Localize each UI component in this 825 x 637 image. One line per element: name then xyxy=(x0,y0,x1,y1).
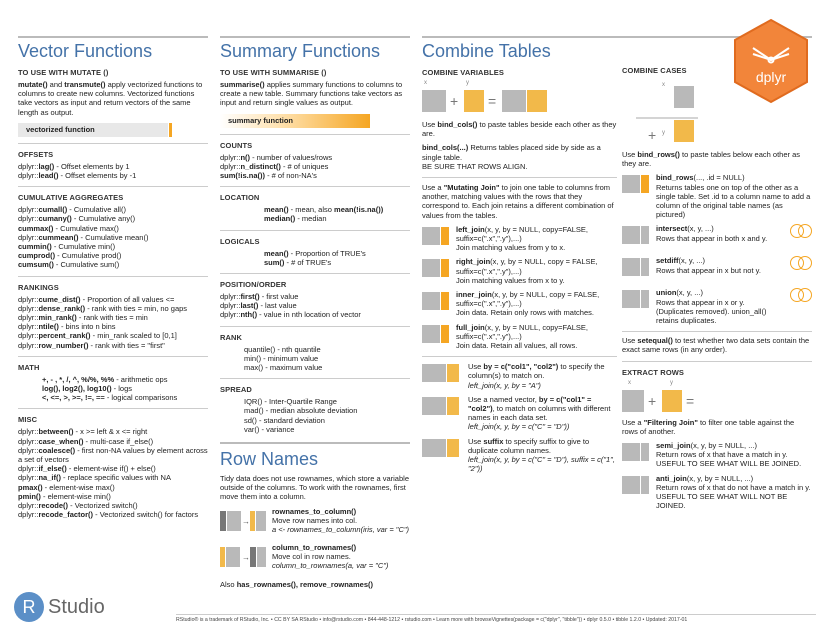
table-join-icon xyxy=(422,290,450,312)
combine-cases-list xyxy=(622,173,812,325)
misc-line: dplyr::recode() - Vectorized switch() xyxy=(18,501,138,511)
misc-line: dplyr::if_else() - element-wise if() + else() xyxy=(18,464,156,474)
summary-title: Summary Functions xyxy=(220,41,381,61)
extract-rows-subhead: EXTRACT ROWS xyxy=(622,367,685,377)
function-line: dplyr::n() - number of values/rows xyxy=(220,152,333,162)
join-item: right_join(x, y, by = NULL, copy = FALSE, suffix=c(".x",".y"),...) Join matching values from x to y. xyxy=(422,257,617,285)
join-item: left_join(x, y, by = NULL, copy=FALSE, suffix=c(".x",".y"),...) Join matching values from y to x. xyxy=(422,225,617,253)
position-subhead: POSITION/ORDER xyxy=(220,280,287,290)
table-join-icon xyxy=(422,362,462,390)
location-subhead: LOCATION xyxy=(220,193,260,203)
function-line: dplyr::cume_dist() - Proportion of all values <= xyxy=(18,294,175,304)
function-line: dplyr::row_number() - rank with ties = "first" xyxy=(18,340,165,350)
table-join-icon xyxy=(622,441,650,469)
function-line: dplyr::cumall() - Cumulative all() xyxy=(18,205,126,215)
footer: RStudio® is a trademark of RStudio, Inc. • CC BY SA RStudio • info@rstudio.com • 844-448-1212 • rstudio.com • Learn more with browseVignettes(package = c("dplyr", "tibble")) • dplyr 0.5.0 • tibble 1.2.0 • Updated: 2017-01 xyxy=(176,614,816,623)
function-line: cumprod() - Cumulative prod() xyxy=(18,251,122,261)
svg-text:=: = xyxy=(686,392,695,409)
venn-icon xyxy=(790,256,812,270)
rownames-to-column-item: → rownames_to_column() Move row names into col. a <- rownames_to_column(iris, var = "C") xyxy=(220,507,410,538)
table-join-icon xyxy=(422,323,450,351)
table-join-icon xyxy=(622,288,650,325)
filter-join-item: anti_join(x, y, by = NULL, ...) Return rows of x that do not have a match in y. USEFUL TO SEE WHAT WILL NOT BE JOINED. xyxy=(622,474,812,511)
function-line: dplyr::last() - last value xyxy=(220,301,297,311)
table-join-icon xyxy=(622,474,650,511)
table-transform-icon xyxy=(220,543,266,574)
rownames-title: Row Names xyxy=(220,449,319,470)
misc-list xyxy=(18,427,208,519)
spread-subhead: SPREAD xyxy=(220,385,252,395)
rank-subhead: RANK xyxy=(220,332,243,342)
named-by-item: Use a named vector, by = c("col1" = "col2"), to match on columns with different names in each data set. left_join(x, y, by = c("C" = "D")) xyxy=(422,395,617,432)
function-line: dplyr::first() - first value xyxy=(220,292,299,302)
combine-cases-column xyxy=(622,60,812,510)
bind-rows-diagram: x y + xyxy=(622,78,812,150)
misc-subhead: MISC xyxy=(18,415,38,425)
summary-intro: summarise() applies summary functions to columns to create a new table. Summary functions take vectors as input and return single values as output. xyxy=(220,80,403,108)
table-join-icon xyxy=(422,437,462,474)
svg-text:→: → xyxy=(242,552,250,562)
function-line: dplyr::cumany() - Cumulative any() xyxy=(18,214,136,224)
venn-icon xyxy=(790,224,812,238)
math-subhead: MATH xyxy=(18,362,40,372)
summary-functions-column xyxy=(220,36,410,589)
misc-line: dplyr::na_if() - replace specific values with NA xyxy=(18,473,171,483)
filter-join-intro: Use a "Filtering Join" to filter one table against the rows of another. xyxy=(622,417,795,436)
table-join-icon xyxy=(622,173,650,219)
misc-line: dplyr::recode_factor() - Vectorized switch() for factors xyxy=(18,510,199,520)
offsets-subhead: OFFSETS xyxy=(18,149,54,159)
function-line: sum(!is.na()) - # of non-NA's xyxy=(220,171,317,181)
mutating-joins-list xyxy=(422,225,617,350)
extract-rows-diagram: x y + = xyxy=(622,380,812,418)
table-join-icon xyxy=(422,323,450,345)
bind-rows-note: Use bind_rows() to paste tables below each other as they are. xyxy=(622,150,800,169)
function-line: dplyr::ntile() - bins into n bins xyxy=(18,322,116,332)
function-line: cumsum() - Cumulative sum() xyxy=(18,260,120,270)
mutating-join-intro: Use a "Mutating Join" to join one table to columns from another, matching values with the rows that they correspond to. Each join retains a different combination of values from the tables. xyxy=(422,183,614,220)
table-join-icon xyxy=(622,256,650,278)
table-join-icon xyxy=(422,225,450,247)
svg-text:+: + xyxy=(648,392,657,409)
function-line: dplyr::dense_rank() - rank with ties = min, no gaps xyxy=(18,303,188,313)
dplyr-hex-logo xyxy=(731,18,811,104)
function-line: dplyr::cummean() - Cumulative mean() xyxy=(18,232,149,242)
also-rownames: Also has_rownames(), remove_rownames() xyxy=(220,579,373,589)
rstudio-logo xyxy=(14,592,105,622)
combine-tables-column xyxy=(422,36,617,474)
suffix-item: Use suffix to specify suffix to give to duplicate column names. left_join(x, y, by = c("C" = "D"), suffix = c("1", "2")) xyxy=(422,437,617,474)
combine-title: Combine Tables xyxy=(422,41,551,61)
misc-line: pmin() - element-wise min() xyxy=(18,491,111,501)
join-item: full_join(x, y, by = NULL, copy=FALSE, suffix=c(".x",".y"),...) Join data. Retain all values, all rows. xyxy=(422,323,617,351)
case-item: union(x, y, ...) Rows that appear in x or y. (Duplicates removed). union_all() retains duplicates. xyxy=(622,288,812,325)
vectorized-function-pill: vectorized function xyxy=(18,123,168,137)
cumulative-subhead: CUMULATIVE AGGREGATES xyxy=(18,193,124,203)
table-join-icon xyxy=(422,395,462,432)
table-transform-icon xyxy=(220,507,266,538)
bind-cols-diagram: x y + = xyxy=(422,80,617,120)
table-join-icon xyxy=(422,225,450,253)
misc-line: dplyr::coalesce() - first non-NA values by element across a set of vectors xyxy=(18,445,208,465)
by-item: Use by = c("col1", "col2") to specify the column(s) to match on. left_join(x, y, by = "A") xyxy=(422,362,617,390)
bind-cols-desc: bind_cols(...) Returns tables placed side by side as a single table. BE SURE THAT ROWS ALIGN. xyxy=(422,143,601,171)
math-list xyxy=(18,375,208,403)
function-line: dplyr::lag() - Offset elements by 1 xyxy=(18,161,130,171)
summary-function-pill: summary function xyxy=(220,114,370,128)
table-join-icon xyxy=(622,173,650,195)
table-join-icon xyxy=(622,256,650,283)
table-join-icon xyxy=(422,257,450,279)
summarise-subhead: TO USE WITH SUMMARISE () xyxy=(220,68,327,77)
table-join-icon xyxy=(622,441,650,463)
join-item: inner_join(x, y, by = NULL, copy = FALSE, suffix=c(".x",".y"),...) Join data. Retain only rows with matches. xyxy=(422,290,617,318)
function-line: dplyr::percent_rank() - min_rank scaled to [0,1] xyxy=(18,331,177,341)
filter-join-item: semi_join(x, y, by = NULL, ...) Return rows of x that have a match in y. USEFUL TO SEE WHAT WILL BE JOINED. xyxy=(622,441,812,469)
logicals-list xyxy=(220,249,410,267)
combine-variables-subhead: COMBINE VARIABLES xyxy=(422,68,504,77)
function-line: mean() - Proportion of TRUE's xyxy=(264,248,366,258)
svg-text:+: + xyxy=(450,93,459,109)
svg-text:dplyr: dplyr xyxy=(755,69,787,85)
case-item: setdiff(x, y, ...) Rows that appear in x but not y. xyxy=(622,256,812,283)
function-line: sum() - # of TRUE's xyxy=(264,257,332,267)
rankings-subhead: RANKINGS xyxy=(18,282,59,292)
misc-line: pmax() - element-wise max() xyxy=(18,482,115,492)
rstudio-r-icon: R xyxy=(14,592,44,622)
misc-line: dplyr::case_when() - multi-case if_else() xyxy=(18,436,154,446)
vector-intro: mutate() and transmute() apply vectorized functions to columns to create new columns. Vectorized functions take vectors as input and return vectors of the same length as output. xyxy=(18,80,203,117)
location-list: mean() - mean, also mean(!is.na()) median() - median xyxy=(264,205,384,224)
misc-line: dplyr::between() - x >= left & x <= right xyxy=(18,427,148,437)
combine-cases-subhead: COMBINE CASES xyxy=(622,66,687,75)
table-join-icon xyxy=(422,290,450,318)
math-line: +, - , *, /, ^, %/%, %% - arithmetic ops xyxy=(42,374,168,384)
vector-functions-column xyxy=(18,36,208,520)
function-line: cummax() - Cumulative max() xyxy=(18,223,119,233)
vector-title: Vector Functions xyxy=(18,41,153,61)
counts-subhead: COUNTS xyxy=(220,140,253,150)
math-line: log(), log2(), log10() - logs xyxy=(42,384,133,394)
column-to-rownames-item: → column_to_rownames() Move col in row names. column_to_rownames(a, var = "C") xyxy=(220,543,410,574)
table-join-icon xyxy=(622,288,650,310)
position-list xyxy=(220,292,410,320)
setequal-note: Use setequal() to test whether two data sets contain the exact same rows (in any order). xyxy=(622,336,810,355)
offsets-list xyxy=(18,162,208,180)
table-join-icon xyxy=(622,474,650,496)
rstudio-wordmark: Studio xyxy=(48,595,105,618)
rownames-intro: Tidy data does not use rownames, which store a variable outside of the columns. To work with the rownames, first move them into a column. xyxy=(220,474,409,502)
case-item: intersect(x, y, ...) Rows that appear in both x and y. xyxy=(622,224,812,251)
cumulative-list xyxy=(18,205,208,269)
counts-list xyxy=(220,153,410,181)
svg-text:→: → xyxy=(242,516,250,526)
bind-cols-note: Use bind_cols() to paste tables beside each other as they are. xyxy=(422,120,617,139)
table-join-icon xyxy=(622,224,650,251)
math-line: <, <=, >, >=, !=, == - logical comparisons xyxy=(42,393,178,403)
svg-text:=: = xyxy=(488,93,497,109)
svg-text:+: + xyxy=(648,127,657,143)
function-line: dplyr::n_distinct() - # of uniques xyxy=(220,161,329,171)
table-join-icon xyxy=(622,224,650,246)
table-join-icon xyxy=(422,257,450,285)
case-item: bind_rows(..., .id = NULL) Returns tables one on top of the other as a single table. Set .id to a column name to add a column of the original table names (as pictured) xyxy=(622,173,812,219)
function-line: dplyr::min_rank() - rank with ties = min xyxy=(18,313,148,323)
filtering-joins-list xyxy=(622,441,812,510)
mutate-subhead: TO USE WITH MUTATE () xyxy=(18,68,109,77)
function-line: cummin() - Cumulative min() xyxy=(18,242,116,252)
spread-list: IQR() - Inter-Quartile Range mad() - median absolute deviation sd() - standard deviation var() - variance xyxy=(244,397,358,434)
logicals-subhead: LOGICALS xyxy=(220,236,260,246)
function-line: dplyr::nth() - value in nth location of vector xyxy=(220,310,361,320)
venn-icon xyxy=(790,288,812,302)
rankings-list xyxy=(18,295,208,350)
rank-list: quantile() - nth quantile min() - minimum value max() - maximum value xyxy=(244,344,323,373)
function-line: dplyr::lead() - Offset elements by -1 xyxy=(18,171,137,181)
